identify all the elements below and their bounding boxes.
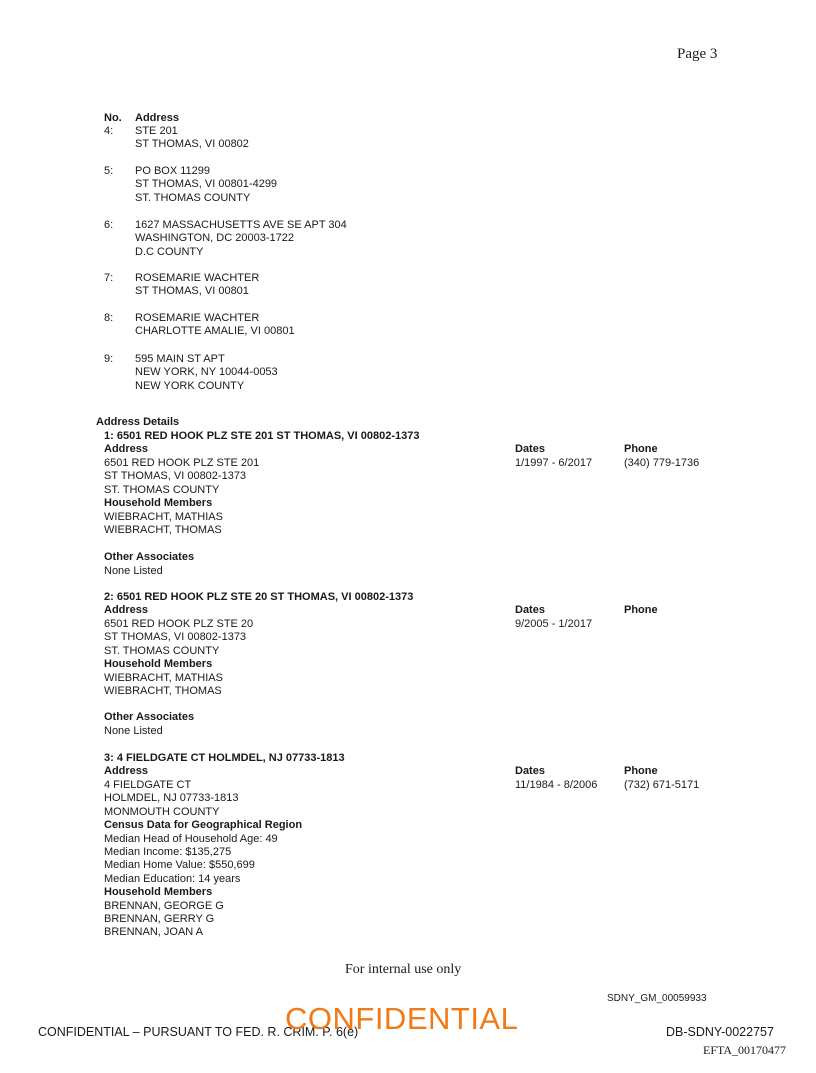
address-line: ROSEMARIE WACHTER (135, 312, 260, 324)
phone-label: Phone (624, 604, 658, 616)
list-item (135, 272, 259, 299)
address-no: 8: (104, 312, 114, 324)
record-title: 3: 4 FIELDGATE CT HOLMDEL, NJ 07733-1813 (104, 752, 345, 764)
sdny-bates-id: SDNY_GM_00059933 (607, 993, 707, 1004)
other-associates-label: Other Associates (104, 711, 195, 723)
address-line: 1627 MASSACHUSETTS AVE SE APT 304 (135, 219, 347, 231)
address-line: ST. THOMAS COUNTY (104, 644, 220, 657)
census-line: Median Income: $135,275 (104, 846, 232, 859)
dates-label: Dates (515, 765, 545, 777)
household-member: BRENNAN, GEORGE G (104, 899, 224, 912)
confidential-stamp: CONFIDENTIAL (285, 1001, 519, 1036)
record-address (104, 618, 253, 698)
household-member: WIEBRACHT, MATHIAS (104, 671, 223, 684)
household-member: BRENNAN, JOAN A (104, 926, 204, 939)
census-label: Census Data for Geographical Region (104, 819, 303, 832)
record-dates: 9/2005 - 1/2017 (515, 618, 593, 630)
phone-label: Phone (624, 765, 658, 777)
other-associates-value: None Listed (104, 725, 163, 737)
other-associates-label: Other Associates (104, 551, 195, 563)
db-bates-id: DB-SDNY-0022757 (666, 1025, 774, 1039)
list-item (135, 125, 249, 152)
address-label: Address (104, 604, 149, 616)
address-line: NEW YORK COUNTY (135, 379, 245, 392)
address-line: D.C COUNTY (135, 245, 204, 258)
address-line: ROSEMARIE WACHTER (135, 272, 260, 284)
dates-label: Dates (515, 443, 545, 455)
address-line: ST THOMAS, VI 00802-1373 (104, 631, 247, 644)
household-member: BRENNAN, GERRY G (104, 913, 215, 926)
household-label: Household Members (104, 497, 213, 510)
record-address (104, 779, 302, 940)
phone-label: Phone (624, 443, 658, 455)
page-number: Page 3 (677, 46, 718, 62)
address-line: CHARLOTTE AMALIE, VI 00801 (135, 325, 295, 338)
household-member: WIEBRACHT, THOMAS (104, 524, 222, 537)
address-line: ST THOMAS, VI 00802 (135, 138, 249, 151)
list-item (135, 219, 347, 259)
address-line: ST THOMAS, VI 00802-1373 (104, 470, 247, 483)
address-line: PO BOX 11299 (135, 165, 211, 177)
record-address (104, 457, 259, 537)
address-line: ST. THOMAS COUNTY (104, 483, 220, 496)
address-no: 7: (104, 272, 114, 284)
address-line: WASHINGTON, DC 20003-1722 (135, 232, 294, 245)
address-line: 4 FIELDGATE CT (104, 779, 192, 791)
address-line: ST THOMAS, VI 00801-4299 (135, 178, 278, 191)
record-title: 2: 6501 RED HOOK PLZ STE 20 ST THOMAS, VI 00802-1373 (104, 591, 414, 603)
list-item (135, 312, 295, 339)
dates-label: Dates (515, 604, 545, 616)
address-line: MONMOUTH COUNTY (104, 805, 220, 818)
address-line: 595 MAIN ST APT (135, 353, 225, 365)
record-dates: 1/1997 - 6/2017 (515, 457, 593, 469)
address-no: 4: (104, 125, 114, 137)
address-line: ST. THOMAS COUNTY (135, 191, 251, 204)
record-dates: 11/1984 - 8/2006 (515, 779, 598, 791)
household-member: WIEBRACHT, MATHIAS (104, 510, 223, 523)
confidential-notice: CONFIDENTIAL – PURSUANT TO FED. R. CRIM. P. 6(e) (38, 1025, 359, 1039)
address-no: 5: (104, 165, 114, 177)
address-line: 6501 RED HOOK PLZ STE 20 (104, 618, 254, 630)
address-line: HOLMDEL, NJ 07733-1813 (104, 792, 239, 805)
census-line: Median Education: 14 years (104, 872, 241, 885)
household-label: Household Members (104, 658, 213, 671)
household-member: WIEBRACHT, THOMAS (104, 685, 222, 698)
address-line: ST THOMAS, VI 00801 (135, 285, 249, 298)
list-item (135, 353, 278, 393)
list-header-address: Address (135, 112, 180, 124)
census-line: Median Home Value: $550,699 (104, 859, 255, 872)
record-phone: (340) 779-1736 (624, 457, 700, 469)
address-line: STE 201 (135, 125, 178, 137)
internal-use-notice: For internal use only (345, 962, 462, 977)
record-title: 1: 6501 RED HOOK PLZ STE 201 ST THOMAS, VI 00802-1373 (104, 430, 420, 442)
address-line: NEW YORK, NY 10044-0053 (135, 366, 278, 379)
census-line: Median Head of Household Age: 49 (104, 832, 278, 845)
other-associates-value: None Listed (104, 565, 163, 577)
address-line: 6501 RED HOOK PLZ STE 201 (104, 457, 260, 469)
address-label: Address (104, 765, 149, 777)
address-no: 6: (104, 219, 114, 231)
address-no: 9: (104, 353, 114, 365)
efta-id: EFTA_00170477 (703, 1043, 787, 1057)
list-header-no: No. (104, 112, 122, 124)
address-details-heading: Address Details (96, 416, 180, 428)
list-item (135, 165, 277, 205)
record-phone: (732) 671-5171 (624, 779, 700, 791)
household-label: Household Members (104, 886, 213, 899)
address-label: Address (104, 443, 149, 455)
